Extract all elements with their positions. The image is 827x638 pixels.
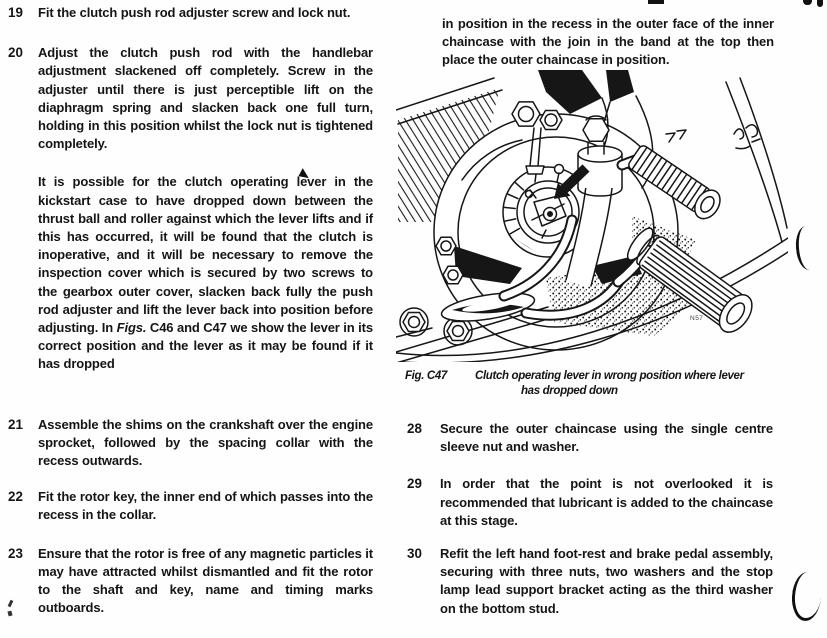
instruction-item: [407, 475, 773, 530]
item-text: Refit the left hand foot-rest and brake pedal assembly, securing with three nuts, two washers and the stop lamp lead support bracket acting as the third washer on the bottom stud.: [440, 546, 773, 616]
hex-nut: [512, 102, 540, 126]
item-number: 23: [8, 545, 23, 561]
item-text: Secure the outer chaincase using the single centre sleeve nut and washer.: [440, 421, 773, 455]
cut-off-text-fragment: [803, 0, 812, 5]
instruction-item: [407, 420, 773, 456]
item-number: 20: [8, 45, 23, 61]
hex-bolt: [447, 322, 469, 341]
item-text: In order that the point is not overlooked it is recommended that lubricant is added to the chaincase at this stage.: [440, 476, 773, 528]
item-text: Adjust the clutch push rod with the handlebar adjustment slackened off completely. Screw in the adjuster until there is just perceptible lift on the diaphragm spring and slacken back one full turn, holding in this position whilst the lock nut is tightened completely.: [38, 45, 373, 152]
figure-caption: [405, 369, 785, 398]
instruction-item: [8, 173, 373, 373]
drawing-reference-label: N57: [690, 315, 704, 322]
hex-bolt: [443, 266, 463, 283]
item-number: 29: [407, 476, 422, 492]
ink-mark: [794, 225, 821, 271]
figure-c47-drawing: [396, 70, 788, 362]
caption-line-1: Clutch operating lever in wrong position where lever: [475, 370, 744, 382]
instruction-item: [8, 416, 373, 471]
hex-bolt: [403, 313, 425, 332]
item-number: 19: [8, 5, 23, 20]
item-text: Assemble the shims on the crankshaft over the engine sprocket, followed by the spacing collar with the recess outwards.: [38, 416, 373, 469]
item-number: 21: [8, 416, 23, 432]
figure-caption-text: [475, 369, 744, 398]
right-column-intro-paragraph: in position in the recess in the outer face of the inner chaincase with the join in the band at the top then place the outer chaincase in position.: [442, 16, 774, 68]
figure-label: Fig. C47: [405, 370, 447, 382]
figure-c47: [396, 70, 788, 362]
item-number: 30: [407, 546, 422, 562]
cut-off-text-fragment: [817, 0, 823, 7]
item-text: Fit the rotor key, the inner end of which passes into the recess in the collar.: [38, 489, 373, 523]
item-text: Ensure that the rotor is free of any magnetic particles it may have attracted whilst dismantled and fit the rotor to the shaft and key, name and timing marks outboards.: [38, 545, 373, 616]
item-text: It is possible for the clutch operating lever in the kickstart case to have dropped down between the thrust ball and roller against which the lever lifts and if this has occurred, it will be found that the clutch is inoperative, and it will be necessary to remove the inspection cover which is secured by two screws to the gearbox outer cover, slacken back fully the push rod adjuster and lift the lever back into position before adjusting. In Figs. C46 and C47 we show the lever in its correct position and the lever as it may be found if it has dropped: [38, 174, 373, 372]
item-number: 28: [407, 421, 422, 436]
instruction-item: [8, 44, 373, 153]
cut-off-text-fragment: [648, 0, 664, 4]
instruction-item: [8, 488, 373, 524]
right-column-items: [407, 420, 773, 618]
item-number: 22: [8, 489, 23, 505]
ink-mark: [790, 571, 822, 622]
item-number: [8, 173, 38, 373]
kickstart-dome-nut: [583, 119, 609, 142]
caption-line-2: has dropped down: [521, 384, 618, 397]
instruction-item: [407, 545, 773, 618]
hex-bolt: [436, 237, 456, 254]
left-column-items: [8, 4, 373, 617]
instruction-item: [8, 545, 373, 618]
instruction-item: [8, 4, 373, 22]
item-text: Fit the clutch push rod adjuster screw and lock nut.: [38, 5, 351, 20]
